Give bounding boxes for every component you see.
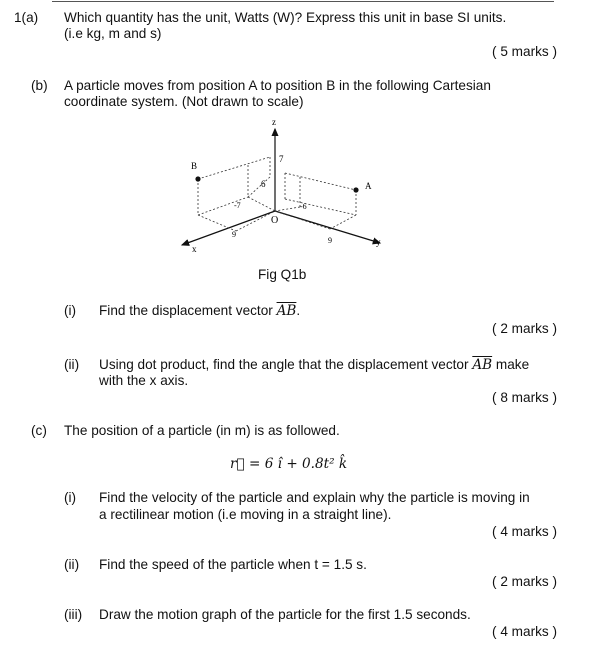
value-9-y-label: 9	[328, 236, 332, 245]
value-6-label: 6	[261, 179, 266, 189]
figure-caption: Fig Q1b	[258, 267, 307, 282]
point-b-projection-lines	[198, 157, 275, 231]
part-c-i-marks: ( 4 marks )	[492, 524, 557, 539]
part-a-line-1: Which quantity has the unit, Watts (W)? Express this unit in base SI units.	[64, 10, 507, 25]
origin-label: O	[271, 215, 279, 226]
value-neg7-label: -7	[234, 201, 241, 210]
part-b-line-2: coordinate system. (Not drawn to scale)	[64, 94, 304, 109]
part-b-label: (b)	[31, 78, 48, 93]
part-c-ii-label: (ii)	[64, 557, 80, 572]
part-c-ii-marks: ( 2 marks )	[492, 574, 557, 589]
part-c-i-line-1: Find the velocity of the particle and explain why the particle is moving in	[99, 490, 530, 505]
part-b-line-1: A particle moves from position A to position B in the following Cartesian	[64, 78, 491, 93]
part-b-ii-marks: ( 8 marks )	[492, 390, 557, 405]
part-c-i-line-2: a rectilinear motion (i.e moving in a straight line).	[99, 507, 392, 522]
part-b-i-label: (i)	[64, 303, 77, 318]
axis-x-label: x	[192, 244, 197, 254]
part-c-line-1: The position of a particle (in m) is as followed.	[64, 423, 340, 438]
part-c-i-label: (i)	[64, 490, 77, 505]
axis-z-label: z	[272, 117, 276, 127]
part-a-line-2: (i.e kg, m and s)	[64, 26, 162, 41]
part-a-marks: ( 5 marks )	[492, 44, 557, 59]
part-b-ii-label: (ii)	[64, 357, 80, 372]
point-a-projection-lines	[275, 173, 356, 229]
vector-ab: $\overline{AB}$	[276, 303, 297, 319]
vector-ab-2: $\overline{AB}$	[472, 357, 493, 373]
part-c-iii-label: (iii)	[64, 607, 83, 622]
point-a-dot	[353, 187, 358, 192]
part-c-ii-text: Find the speed of the particle when t = 1.5 s.	[99, 557, 367, 572]
part-b-i-marks: ( 2 marks )	[492, 321, 557, 336]
point-b-label: B	[191, 161, 198, 171]
value-9-x-label: 9	[232, 230, 236, 239]
part-b-i-period: .	[296, 303, 301, 318]
top-rule	[52, 1, 554, 2]
axis-y-label: y	[376, 237, 381, 247]
part-b-i-text-main: Find the displacement vector	[99, 303, 277, 318]
question-number: 1(a)	[14, 10, 39, 25]
point-a-label: A	[365, 181, 372, 191]
cartesian-figure	[170, 115, 400, 265]
position-equation: r⃗ = 6 î + 0.8t² k̂	[230, 456, 348, 472]
part-b-i-text	[99, 302, 300, 320]
point-b-dot	[195, 176, 200, 181]
part-b-ii-text-2: make	[492, 357, 530, 372]
value-7-label: 7	[279, 154, 284, 164]
value-neg6-label: -6	[300, 202, 307, 211]
part-c-iii-text: Draw the motion graph of the particle for the first 1.5 seconds.	[99, 607, 471, 622]
part-c-iii-marks: ( 4 marks )	[492, 624, 557, 639]
part-b-ii-line-2: with the x axis.	[99, 373, 189, 388]
part-c-label: (c)	[31, 423, 47, 438]
part-b-ii-text-1: Using dot product, find the angle that the displacement vector	[99, 357, 473, 372]
